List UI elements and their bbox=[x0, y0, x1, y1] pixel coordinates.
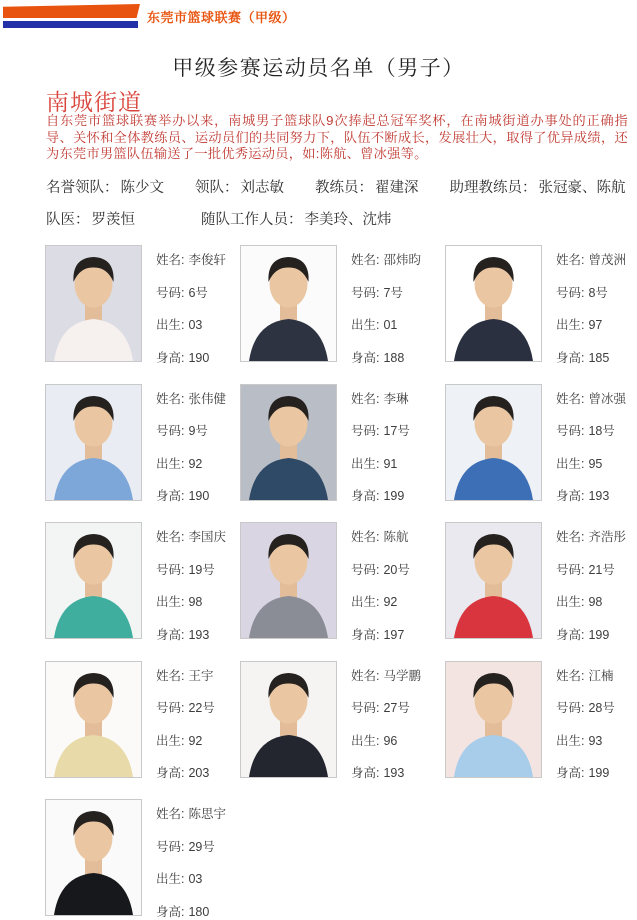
player-name: 陈航 bbox=[383, 530, 409, 544]
player-info bbox=[556, 245, 626, 366]
player-birth: 03 bbox=[188, 318, 203, 332]
player-card bbox=[445, 245, 631, 366]
name-label: 姓名: bbox=[556, 668, 585, 683]
player-height: 193 bbox=[588, 489, 610, 503]
player-birth: 95 bbox=[588, 456, 603, 471]
number-label: 号码: bbox=[351, 285, 380, 300]
player-name: 齐浩彤 bbox=[588, 530, 626, 544]
player-height: 197 bbox=[383, 627, 405, 642]
player-card bbox=[45, 245, 240, 366]
team-intro: 自东莞市篮球联赛举办以来，南城男子篮球队9次捧起总冠军奖杯，在南城街道办事处的正确指导、关怀和全体教练员、运动员们的共同努力下，队伍不断成长，发展壮大，取得了优异成绩，还为东莞市男篮队伍输送了一批优秀运动员，如:陈航、曾冰强等。 bbox=[46, 113, 628, 162]
player-height-row bbox=[156, 625, 226, 643]
player-info bbox=[351, 522, 410, 643]
height-label: 身高: bbox=[156, 627, 185, 642]
height-label: 身高: bbox=[556, 766, 585, 780]
name-label: 姓名: bbox=[156, 807, 185, 821]
player-name-row bbox=[156, 250, 226, 268]
name-label: 姓名: bbox=[156, 391, 185, 406]
number-label: 号码: bbox=[156, 424, 185, 438]
player-height-row bbox=[156, 348, 226, 366]
player-card bbox=[445, 522, 631, 643]
player-height: 193 bbox=[188, 627, 210, 642]
player-birth-row bbox=[556, 592, 626, 610]
player-photo bbox=[45, 522, 142, 639]
player-height: 193 bbox=[383, 766, 405, 780]
player-name-row bbox=[351, 527, 410, 545]
player-number-row bbox=[556, 283, 626, 301]
player-birth-row bbox=[556, 315, 626, 333]
player-card bbox=[445, 661, 631, 782]
staff-entry bbox=[195, 176, 284, 197]
player-height: 180 bbox=[188, 904, 210, 919]
staff-entry bbox=[46, 208, 135, 229]
birth-label: 出生: bbox=[556, 318, 585, 332]
birth-label: 出生: bbox=[556, 595, 585, 609]
player-name-row bbox=[556, 389, 626, 407]
player-height: 203 bbox=[188, 766, 210, 780]
height-label: 身高: bbox=[556, 627, 585, 642]
player-photo bbox=[45, 245, 142, 362]
staff-line-1 bbox=[46, 176, 629, 197]
player-info bbox=[156, 799, 226, 920]
player-birth-row bbox=[351, 731, 421, 749]
name-label: 姓名: bbox=[556, 253, 585, 267]
name-label: 姓名: bbox=[351, 391, 380, 406]
birth-label: 出生: bbox=[156, 456, 185, 471]
birth-label: 出生: bbox=[556, 733, 585, 748]
player-name: 李国庆 bbox=[188, 530, 226, 544]
player-info bbox=[156, 245, 226, 366]
player-birth: 03 bbox=[188, 872, 203, 886]
staff-role-label: 队医： bbox=[46, 212, 90, 228]
player-birth: 91 bbox=[383, 456, 398, 471]
player-name-row bbox=[556, 250, 626, 268]
player-info bbox=[156, 522, 226, 643]
player-photo bbox=[45, 799, 142, 916]
player-number: 27号 bbox=[383, 701, 410, 715]
player-height: 199 bbox=[588, 766, 610, 780]
player-height: 199 bbox=[588, 627, 610, 642]
player-card bbox=[45, 799, 240, 920]
staff-person-name: 陈少文 bbox=[120, 180, 164, 196]
league-logo bbox=[3, 4, 143, 28]
player-number: 29号 bbox=[188, 839, 215, 854]
player-birth: 92 bbox=[188, 733, 203, 748]
player-name: 李琳 bbox=[383, 391, 409, 406]
player-name: 曾冰强 bbox=[588, 391, 626, 406]
player-info bbox=[351, 661, 421, 782]
player-name-row bbox=[351, 250, 421, 268]
player-birth: 92 bbox=[383, 595, 398, 609]
player-name: 王宇 bbox=[188, 668, 214, 683]
player-height-row bbox=[351, 486, 410, 504]
player-number: 8号 bbox=[588, 285, 608, 300]
player-birth: 01 bbox=[383, 318, 398, 332]
staff-entry bbox=[315, 176, 419, 197]
height-label: 身高: bbox=[156, 904, 185, 919]
player-card bbox=[45, 661, 240, 782]
staff-role-label: 助理教练员： bbox=[449, 180, 537, 196]
number-label: 号码: bbox=[351, 562, 380, 577]
player-name: 陈思宇 bbox=[188, 807, 226, 821]
staff-entry bbox=[46, 176, 164, 197]
number-label: 号码: bbox=[556, 701, 585, 715]
player-height: 199 bbox=[383, 489, 405, 503]
staff-person-name: 张冠豪、陈航 bbox=[538, 180, 626, 196]
height-label: 身高: bbox=[156, 489, 185, 503]
logo-blue-stripe bbox=[3, 21, 138, 28]
player-birth: 98 bbox=[588, 595, 603, 609]
player-name-row bbox=[156, 666, 215, 684]
player-birth-row bbox=[156, 315, 226, 333]
player-height: 190 bbox=[188, 350, 210, 365]
player-height-row bbox=[556, 348, 626, 366]
birth-label: 出生: bbox=[156, 595, 185, 609]
number-label: 号码: bbox=[156, 562, 185, 577]
player-card bbox=[240, 384, 445, 505]
player-info bbox=[556, 522, 626, 643]
number-label: 号码: bbox=[156, 701, 185, 715]
player-height-row bbox=[156, 902, 226, 920]
height-label: 身高: bbox=[351, 766, 380, 780]
number-label: 号码: bbox=[556, 562, 585, 577]
staff-role-label: 领队： bbox=[195, 180, 239, 196]
player-height-row bbox=[156, 486, 226, 504]
player-card bbox=[45, 384, 240, 505]
player-name: 马学鹏 bbox=[383, 668, 421, 683]
player-photo bbox=[445, 245, 542, 362]
player-name-row bbox=[556, 527, 626, 545]
birth-label: 出生: bbox=[351, 733, 380, 748]
player-info bbox=[556, 661, 615, 782]
player-number-row bbox=[556, 421, 626, 439]
name-label: 姓名: bbox=[351, 530, 380, 544]
player-number: 7号 bbox=[383, 285, 403, 300]
height-label: 身高: bbox=[351, 350, 380, 365]
player-photo bbox=[45, 661, 142, 778]
player-number-row bbox=[351, 283, 421, 301]
player-info bbox=[156, 384, 226, 505]
number-label: 号码: bbox=[351, 424, 380, 438]
player-number-row bbox=[351, 698, 421, 716]
player-name-row bbox=[351, 389, 410, 407]
player-birth: 98 bbox=[188, 595, 203, 609]
player-birth-row bbox=[351, 454, 410, 472]
number-label: 号码: bbox=[156, 285, 185, 300]
height-label: 身高: bbox=[556, 489, 585, 503]
player-number: 9号 bbox=[188, 424, 208, 438]
height-label: 身高: bbox=[351, 489, 380, 503]
player-name: 李俊轩 bbox=[188, 253, 226, 267]
player-birth-row bbox=[556, 731, 615, 749]
player-number-row bbox=[556, 698, 615, 716]
player-birth-row bbox=[156, 454, 226, 472]
staff-entry bbox=[450, 176, 626, 197]
player-info bbox=[351, 384, 410, 505]
height-label: 身高: bbox=[156, 350, 185, 365]
staff-role-label: 教练员： bbox=[315, 180, 373, 196]
player-birth-row bbox=[156, 869, 226, 887]
player-number-row bbox=[556, 560, 626, 578]
player-photo bbox=[445, 661, 542, 778]
player-photo bbox=[240, 661, 337, 778]
player-number-row bbox=[351, 421, 410, 439]
player-number-row bbox=[156, 837, 226, 855]
player-height-row bbox=[556, 486, 626, 504]
staff-role-label: 随队工作人员： bbox=[201, 212, 303, 228]
staff-line-2 bbox=[46, 208, 629, 229]
player-photo bbox=[240, 245, 337, 362]
player-card bbox=[240, 245, 445, 366]
height-label: 身高: bbox=[351, 627, 380, 642]
staff-section bbox=[46, 176, 629, 240]
player-photo bbox=[445, 384, 542, 501]
player-number: 17号 bbox=[383, 424, 410, 438]
player-name: 曾茂洲 bbox=[588, 253, 626, 267]
birth-label: 出生: bbox=[156, 872, 185, 886]
player-photo bbox=[240, 384, 337, 501]
player-birth-row bbox=[351, 592, 410, 610]
player-number: 28号 bbox=[588, 701, 615, 715]
number-label: 号码: bbox=[156, 839, 185, 854]
number-label: 号码: bbox=[556, 285, 585, 300]
birth-label: 出生: bbox=[156, 318, 185, 332]
player-height-row bbox=[351, 625, 410, 643]
player-number: 18号 bbox=[588, 424, 615, 438]
player-birth-row bbox=[351, 315, 421, 333]
player-card bbox=[445, 384, 631, 505]
player-number: 21号 bbox=[588, 562, 615, 577]
player-name-row bbox=[156, 527, 226, 545]
player-height-row bbox=[556, 625, 626, 643]
player-info bbox=[156, 661, 215, 782]
player-height: 185 bbox=[588, 350, 610, 365]
staff-person-name: 刘志敏 bbox=[240, 180, 284, 196]
name-label: 姓名: bbox=[156, 253, 185, 267]
player-height: 188 bbox=[383, 350, 405, 365]
player-name: 邵炜昀 bbox=[383, 253, 421, 267]
player-number: 19号 bbox=[188, 562, 215, 577]
name-label: 姓名: bbox=[156, 668, 185, 683]
player-birth: 96 bbox=[383, 733, 398, 748]
player-info bbox=[556, 384, 626, 505]
player-number: 22号 bbox=[188, 701, 215, 715]
player-name-row bbox=[351, 666, 421, 684]
player-birth: 92 bbox=[188, 456, 203, 471]
player-card bbox=[240, 661, 445, 782]
birth-label: 出生: bbox=[351, 595, 380, 609]
staff-person-name: 罗羡恒 bbox=[91, 212, 135, 228]
birth-label: 出生: bbox=[156, 733, 185, 748]
height-label: 身高: bbox=[156, 766, 185, 780]
player-info bbox=[351, 245, 421, 366]
player-card bbox=[45, 522, 240, 643]
player-photo bbox=[240, 522, 337, 639]
player-number-row bbox=[351, 560, 410, 578]
name-label: 姓名: bbox=[556, 530, 585, 544]
name-label: 姓名: bbox=[351, 668, 380, 683]
player-birth: 97 bbox=[588, 318, 603, 332]
staff-role-label: 名誉领队： bbox=[46, 180, 119, 196]
player-card bbox=[240, 522, 445, 643]
player-number: 20号 bbox=[383, 562, 410, 577]
player-name: 江楠 bbox=[588, 668, 614, 683]
player-height-row bbox=[156, 763, 215, 781]
player-birth-row bbox=[156, 592, 226, 610]
staff-person-name: 李美玲、沈炜 bbox=[304, 212, 392, 228]
name-label: 姓名: bbox=[156, 530, 185, 544]
team-name: 南城街道 bbox=[46, 89, 142, 115]
page-title: 甲级参赛运动员名单（男子） bbox=[172, 57, 465, 80]
player-birth: 93 bbox=[588, 733, 603, 748]
birth-label: 出生: bbox=[351, 456, 380, 471]
league-title: 东莞市篮球联赛（甲级） bbox=[147, 10, 296, 25]
player-name-row bbox=[156, 389, 226, 407]
number-label: 号码: bbox=[556, 424, 585, 438]
player-name: 张伟健 bbox=[188, 391, 226, 406]
player-birth-row bbox=[156, 731, 215, 749]
player-number-row bbox=[156, 698, 215, 716]
staff-person-name: 翟建深 bbox=[375, 180, 419, 196]
player-number-row bbox=[156, 283, 226, 301]
players-grid bbox=[45, 245, 631, 920]
player-photo bbox=[445, 522, 542, 639]
player-number: 6号 bbox=[188, 285, 208, 300]
player-height-row bbox=[351, 763, 421, 781]
player-photo bbox=[45, 384, 142, 501]
birth-label: 出生: bbox=[556, 456, 585, 471]
name-label: 姓名: bbox=[556, 391, 585, 406]
player-birth-row bbox=[556, 454, 626, 472]
height-label: 身高: bbox=[556, 350, 585, 365]
player-name-row bbox=[556, 666, 615, 684]
player-height-row bbox=[556, 763, 615, 781]
player-height-row bbox=[351, 348, 421, 366]
player-height: 190 bbox=[188, 489, 210, 503]
logo-orange-stripe bbox=[3, 4, 140, 18]
name-label: 姓名: bbox=[351, 253, 380, 267]
birth-label: 出生: bbox=[351, 318, 380, 332]
player-number-row bbox=[156, 560, 226, 578]
number-label: 号码: bbox=[351, 701, 380, 715]
player-name-row bbox=[156, 804, 226, 822]
staff-entry bbox=[201, 208, 392, 229]
player-number-row bbox=[156, 421, 226, 439]
